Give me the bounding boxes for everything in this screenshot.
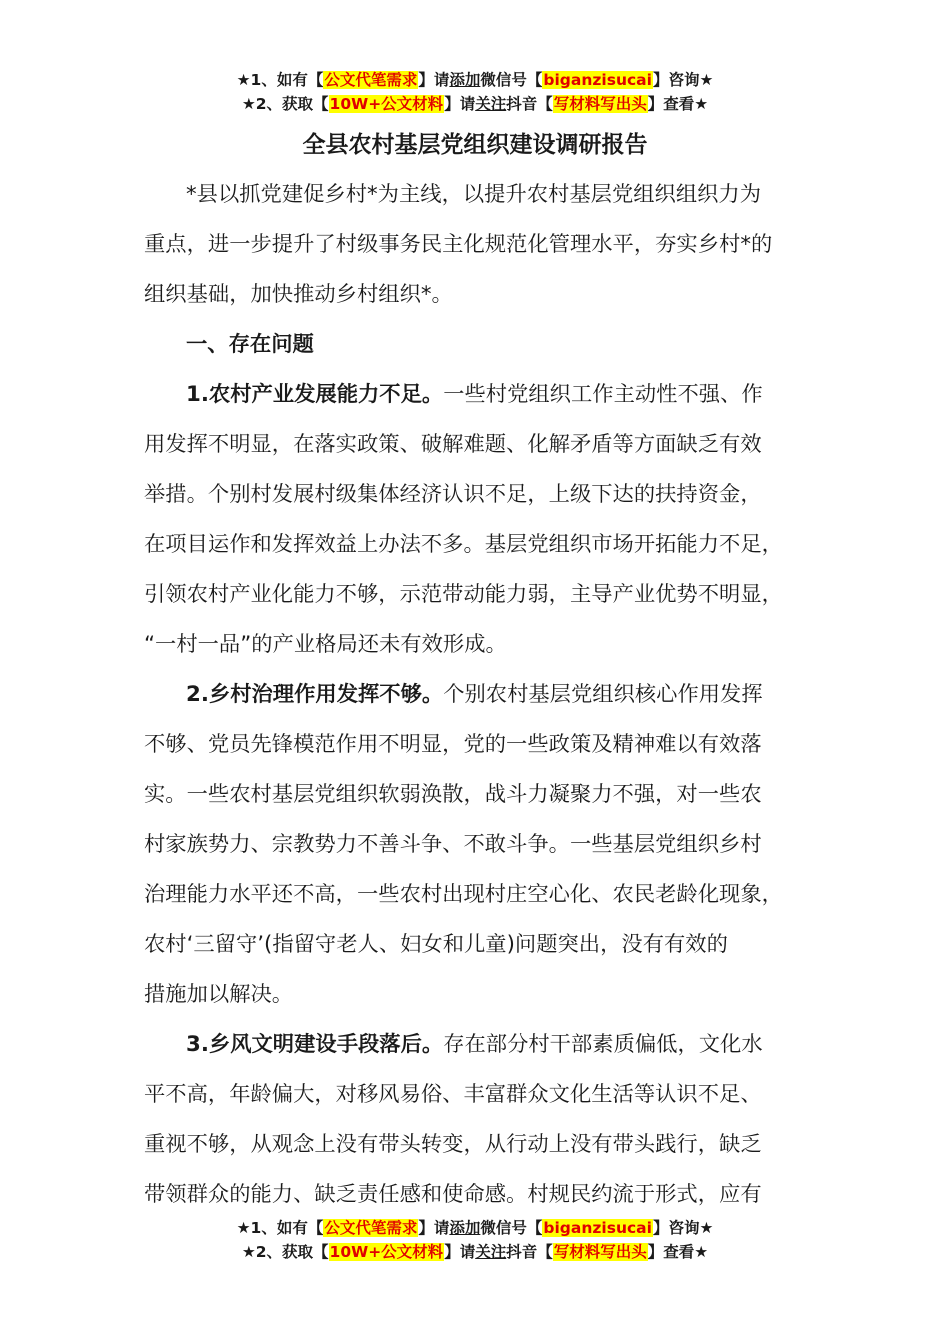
text-line: 措施加以解决。	[144, 982, 294, 1007]
banner-text: 】请	[444, 95, 476, 113]
text-line: 用发挥不明显，在落实政策、破解难题、化解矛盾等方面缺乏有效	[144, 432, 762, 457]
text-line	[144, 370, 816, 420]
section-heading	[144, 320, 816, 370]
text-line: 平不高，年龄偏大，对移风易俗、丰富群众文化生活等认识不足、	[144, 1082, 762, 1107]
item-text: 个别农村基层党组织核心作用发挥	[443, 682, 763, 707]
banner-text: ★2、获取【	[241, 95, 329, 113]
problem-item-3	[144, 1020, 816, 1220]
banner-text: ★1、如有【	[236, 1219, 324, 1237]
banner-text: 微信号【	[480, 71, 543, 89]
banner-text: 】请	[444, 1243, 476, 1261]
banner-line-1	[0, 1216, 950, 1240]
text-line: 重视不够，从观念上没有带头转变，从行动上没有带头践行，缺乏	[144, 1132, 762, 1157]
highlight-douyin-account: 写材料写出头	[553, 95, 647, 113]
banner-text: 微信号【	[480, 1219, 543, 1237]
highlight-wechat-id: biganzisucai	[543, 1219, 652, 1237]
banner-line-2	[0, 1240, 950, 1264]
underlined-text: 添加	[449, 71, 481, 89]
text-line: 村家族势力、宗教势力不善斗争、不敢斗争。一些基层党组织乡村	[144, 832, 762, 857]
item-heading: 3.乡风文明建设手段落后。	[186, 1032, 444, 1057]
problem-item-1	[144, 370, 816, 670]
item-text: 一些村党组织工作主动性不强、作	[443, 382, 763, 407]
text-line	[144, 1020, 816, 1070]
footer-banner	[0, 1216, 950, 1264]
banner-text: 】查看★	[647, 95, 709, 113]
text-line: 举措。个别村发展村级集体经济认识不足，上级下达的扶持资金，	[144, 482, 762, 507]
item-heading: 2.乡村治理作用发挥不够。	[186, 682, 444, 707]
text-line: 重点，进一步提升了村级事务民主化规范化管理水平，夯实乡村*的	[144, 232, 773, 257]
underlined-text: 关注	[475, 95, 507, 113]
banner-text: 】请	[418, 1219, 450, 1237]
highlight-douyin-account: 写材料写出头	[553, 1243, 647, 1261]
banner-text: ★1、如有【	[236, 71, 324, 89]
banner-line-2	[0, 92, 950, 116]
banner-text: 】查看★	[647, 1243, 709, 1261]
highlight-service: 公文代笔需求	[324, 71, 418, 89]
text-line: 组织基础，加快推动乡村组织*。	[144, 282, 453, 307]
banner-text: ★2、获取【	[241, 1243, 329, 1261]
header-banner	[0, 68, 950, 116]
highlight-materials: 10W+公文材料	[329, 1243, 444, 1261]
document-body	[144, 170, 816, 1220]
problem-item-2	[144, 670, 816, 1020]
text-line: 农村‘三留守’(指留守老人、妇女和儿童)问题突出，没有有效的	[144, 932, 728, 957]
section-heading-text: 一、存在问题	[186, 332, 314, 357]
text-line: 不够、党员先锋模范作用不明显，党的一些政策及精神难以有效落	[144, 732, 762, 757]
item-text: 存在部分村干部素质偏低，文化水	[443, 1032, 763, 1057]
underlined-text: 添加	[449, 1219, 481, 1237]
text-line: *县以抓党建促乡村*为主线，以提升农村基层党组织组织力为	[186, 182, 762, 207]
banner-text: 抖音【	[506, 95, 553, 113]
banner-text: 】咨询★	[652, 71, 714, 89]
text-line: 治理能力水平还不高，一些农村出现村庄空心化、农民老龄化现象，	[144, 882, 783, 907]
banner-text: 】咨询★	[652, 1219, 714, 1237]
highlight-materials: 10W+公文材料	[329, 95, 444, 113]
underlined-text: 关注	[475, 1243, 507, 1261]
intro-paragraph	[144, 170, 816, 320]
text-line: 带领群众的能力、缺乏责任感和使命感。村规民约流于形式，应有	[144, 1182, 762, 1207]
text-line: 在项目运作和发挥效益上办法不多。基层党组织市场开拓能力不足，	[144, 532, 783, 557]
text-line: 引领农村产业化能力不够，示范带动能力弱，主导产业优势不明显，	[144, 582, 783, 607]
highlight-wechat-id: biganzisucai	[543, 71, 652, 89]
banner-text: 】请	[418, 71, 450, 89]
banner-line-1	[0, 68, 950, 92]
text-line	[144, 670, 816, 720]
text-line: “一村一品”的产业格局还未有效形成。	[144, 632, 507, 657]
text-line: 实。一些农村基层党组织软弱涣散，战斗力凝聚力不强，对一些农	[144, 782, 762, 807]
highlight-service: 公文代笔需求	[324, 1219, 418, 1237]
document-title: 全县农村基层党组织建设调研报告	[302, 132, 648, 158]
banner-text: 抖音【	[506, 1243, 553, 1261]
item-heading: 1.农村产业发展能力不足。	[186, 382, 444, 407]
